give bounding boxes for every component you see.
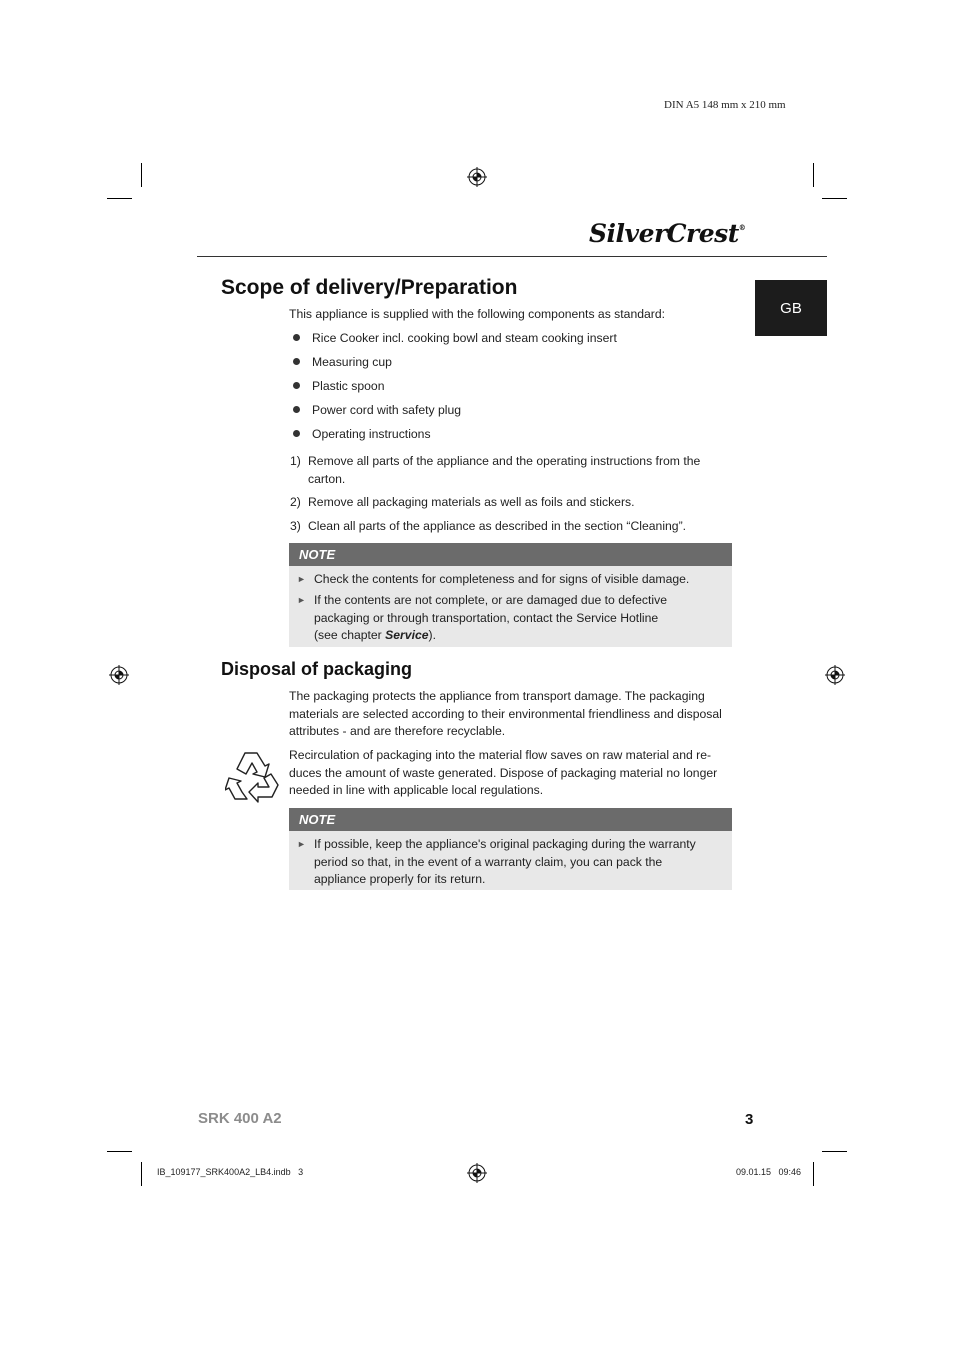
crop-mark [822,198,847,199]
registration-mark-icon [467,1163,487,1183]
din-format-label: DIN A5 148 mm x 210 mm [664,99,786,111]
registration-mark-icon [467,167,487,187]
bullet-icon [293,406,300,413]
header-rule [197,256,827,257]
bullet-icon [293,430,300,437]
scope-intro: This appliance is supplied with the following components as standard: [289,307,665,321]
component-item: Operating instructions [293,427,431,441]
crop-mark [107,1151,132,1152]
registration-mark-icon [825,665,845,685]
bullet-icon [293,382,300,389]
arrow-icon: ► [297,574,306,584]
file-slug: IB_109177_SRK400A2_LB4.indb 3 [157,1167,304,1177]
recycling-paragraph: Recirculation of packaging into the material flow saves on raw material and re-duces the amount of waste generated. Dispose of packaging material no longer needed in line with applicable local regulations. [289,748,718,797]
arrow-icon: ► [297,595,306,605]
preparation-step: 3) Clean all parts of the appliance as described in the section “Cleaning”. [290,519,687,533]
note-box [289,831,732,890]
arrow-icon: ► [297,839,306,849]
note-item: ► Check the contents for completeness and for signs of visible damage. [297,571,717,589]
preparation-step: 2) Remove all packaging materials as well as foils and stickers. [290,495,635,509]
language-tab: GB [755,280,827,336]
section-title-disposal: Disposal of packaging [221,659,413,679]
crop-mark [141,1162,142,1186]
crop-mark [141,163,142,187]
disposal-paragraph: The packaging protects the appliance from transport damage. The packaging materials are selected according to their environmental friendliness and disposal attributes - and are therefore recyclable. [289,689,722,738]
recycle-icon [225,747,285,805]
section-title-scope: Scope of delivery/Preparation [221,276,518,299]
page-number: 3 [745,1111,754,1128]
crop-mark [107,198,132,199]
crop-mark [822,1151,847,1152]
note-heading: NOTE [289,808,732,831]
note-item: ► If possible, keep the appliance's original packaging during the warranty period so that, in the event of a warranty claim, you can pack the appliance properly for its return. [297,837,696,886]
crop-mark [813,163,814,187]
model-number: SRK 400 A2 [198,1110,282,1127]
crop-mark [813,1162,814,1186]
note-heading: NOTE [289,543,732,566]
note-box [289,566,732,647]
component-item: Measuring cup [293,355,392,369]
note-item: ► If the contents are not complete, or are damaged due to defective packaging or through transportation, contact the Service Hotline (see chapter Service). [297,593,667,642]
brand-logo: SilverCrest® [589,219,746,248]
date-slug: 09.01.15 09:46 [736,1167,802,1177]
registration-mark-icon [109,665,129,685]
component-item: Rice Cooker incl. cooking bowl and steam cooking insert [293,331,617,345]
bullet-icon [293,334,300,341]
bullet-icon [293,358,300,365]
preparation-step: 1) Remove all parts of the appliance and the operating instructions from the carton. [290,454,701,486]
component-item: Plastic spoon [293,379,385,393]
component-item: Power cord with safety plug [293,403,461,417]
